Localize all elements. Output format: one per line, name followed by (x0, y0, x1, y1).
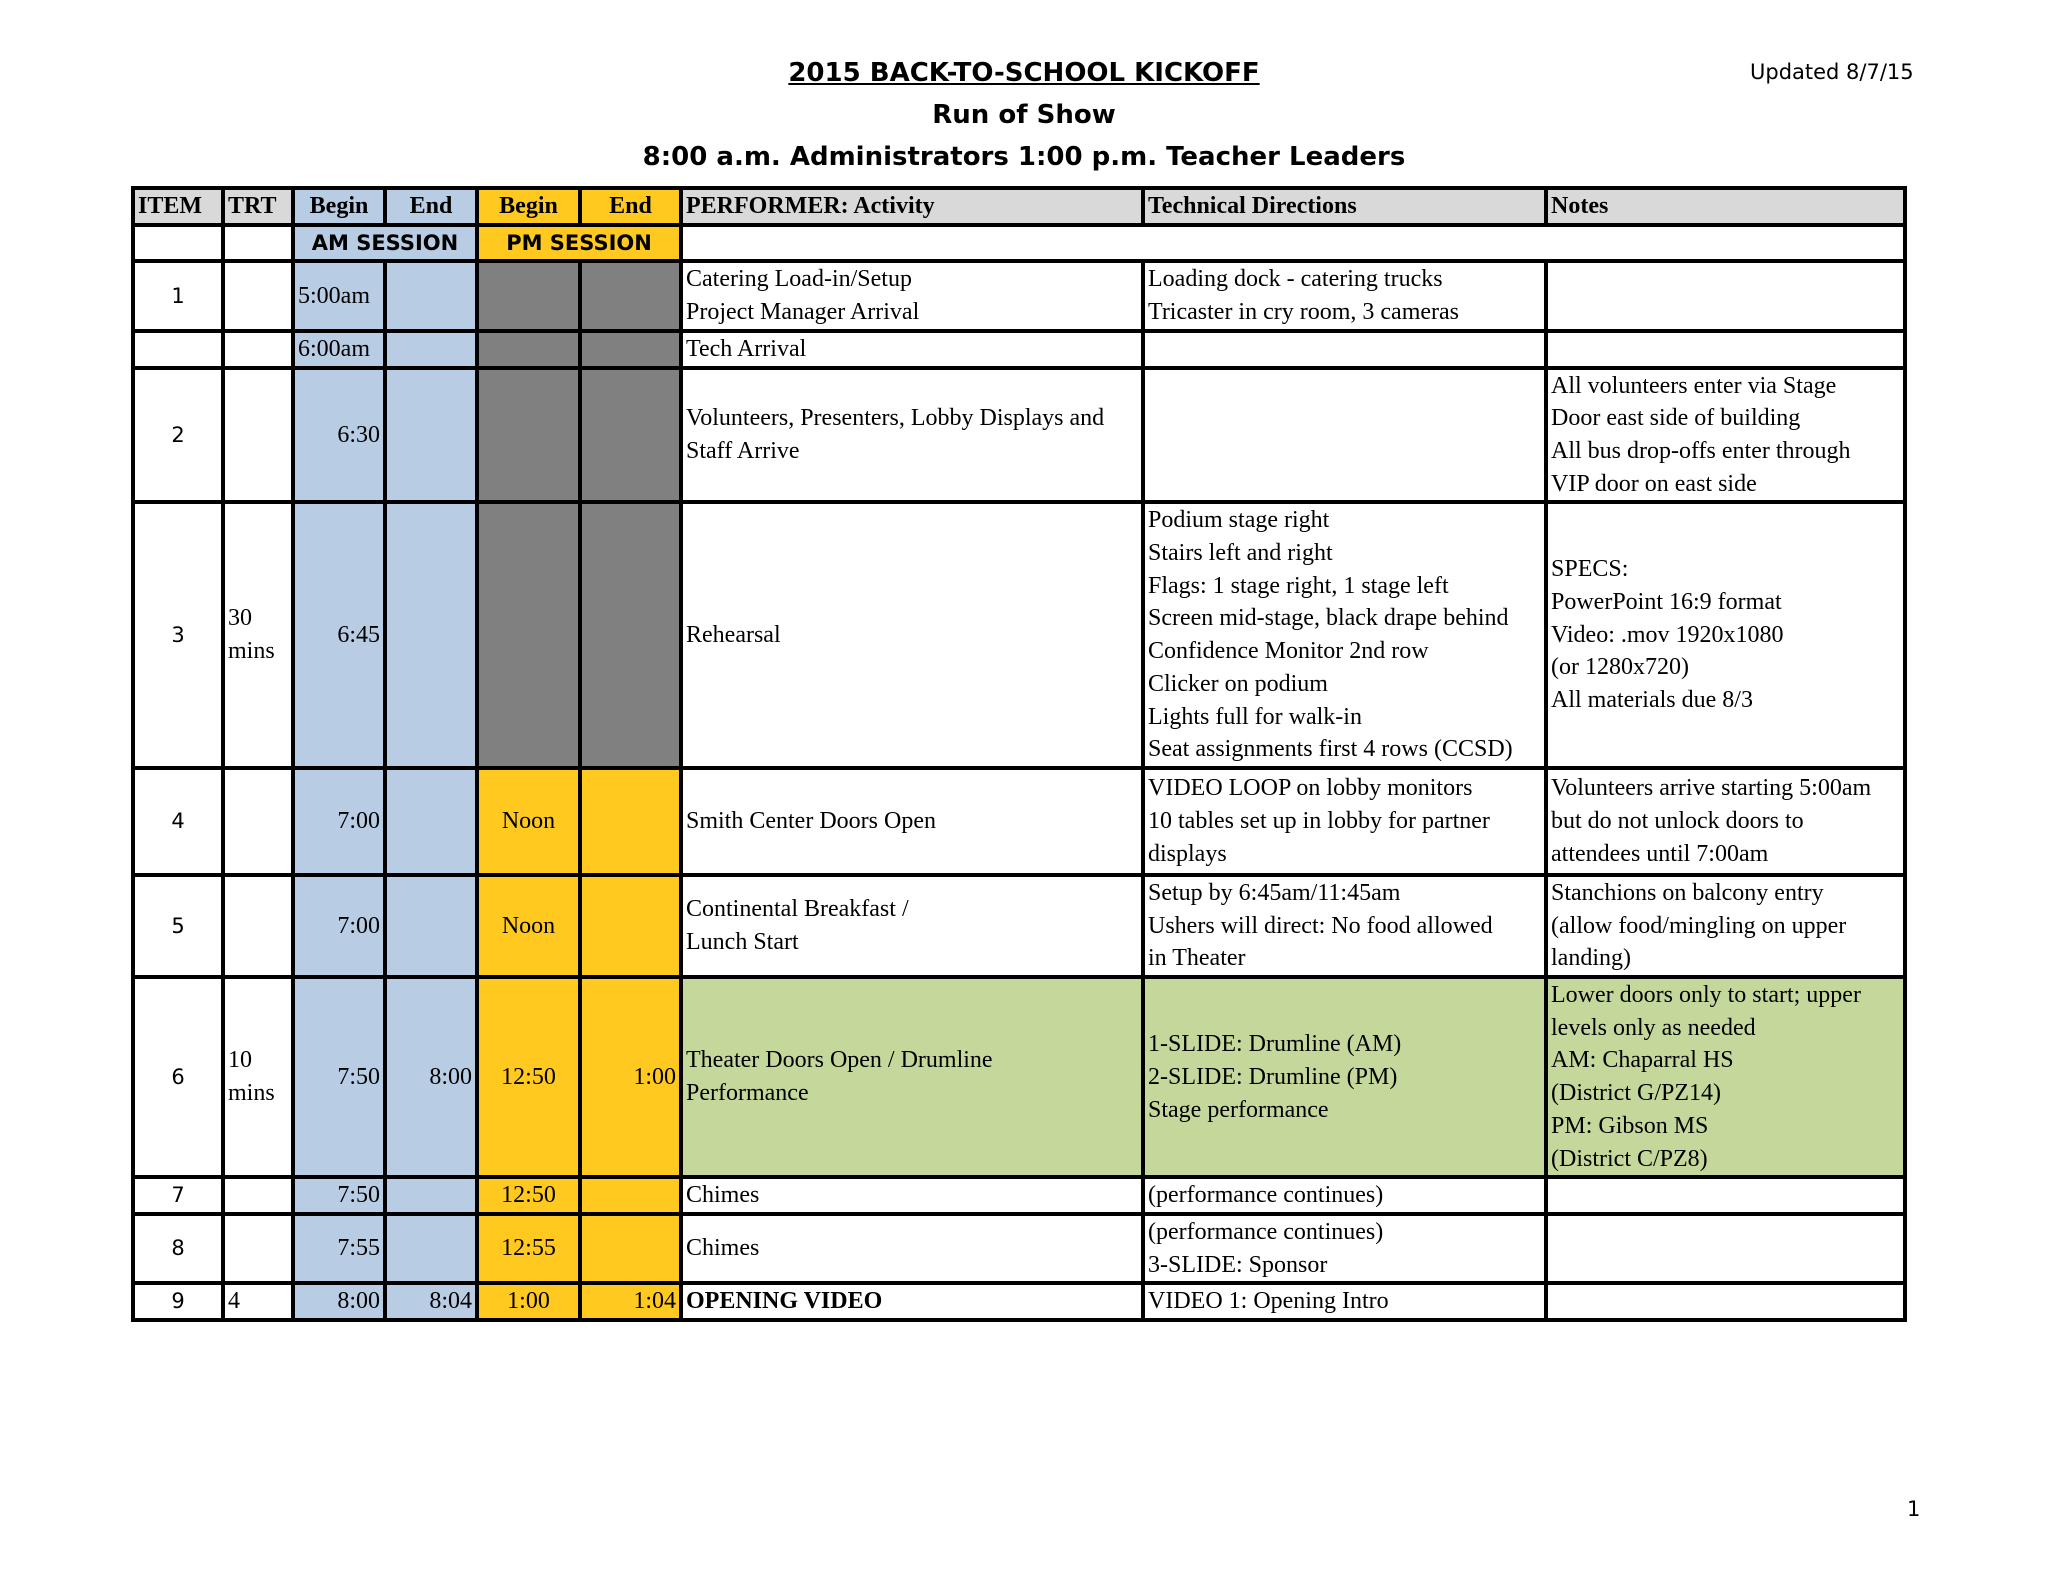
item-number: 8 (133, 1214, 223, 1283)
activity-cell (681, 1283, 1143, 1320)
trt-cell (223, 502, 293, 768)
tech-directions-cell-line: Stairs left and right (1148, 540, 1333, 567)
tech-directions-cell (1143, 1177, 1546, 1214)
tech-directions-cell-line: VIDEO 1: Opening Intro (1148, 1288, 1389, 1315)
header-pm-end: End (580, 188, 681, 225)
activity-cell-line: OPENING VIDEO (686, 1288, 883, 1315)
item-number: 1 (133, 261, 223, 330)
pm-begin-cell: 12:55 (477, 1214, 580, 1283)
trt-cell-line: 10 (228, 1047, 252, 1074)
trt-cell-line: mins (228, 638, 275, 665)
schedule-row (133, 261, 1905, 330)
pm-end-cell (580, 875, 681, 977)
schedule-row (133, 368, 1905, 503)
activity-cell-line: Theater Doors Open / Drumline (686, 1047, 993, 1074)
am-end-cell: 8:00 (385, 977, 477, 1177)
notes-cell-line: Volunteers arrive starting 5:00am (1551, 775, 1872, 802)
notes-cell (1546, 368, 1905, 503)
trt-cell (223, 1214, 293, 1283)
pm-end-cell (580, 261, 681, 330)
notes-cell-line: SPECS: (1551, 556, 1629, 583)
schedule-line: 8:00 a.m. Administrators 1:00 p.m. Teacher Leaders (642, 142, 1406, 172)
activity-cell-line: Project Manager Arrival (686, 299, 920, 326)
am-begin-cell: 7:00 (293, 875, 385, 977)
tech-directions-cell (1143, 261, 1546, 330)
run-of-show-table (131, 186, 1907, 1322)
am-end-cell: 8:04 (385, 1283, 477, 1320)
tech-directions-cell-line: Podium stage right (1148, 507, 1330, 534)
header-item: ITEM (133, 188, 223, 225)
document-subtitle: Run of Show (932, 100, 1116, 130)
am-end-cell (385, 1177, 477, 1214)
tech-directions-cell-line: 2-SLIDE: Drumline (PM) (1148, 1063, 1398, 1090)
am-begin-cell: 6:45 (293, 502, 385, 768)
am-end-cell (385, 875, 477, 977)
am-begin-cell: 7:50 (293, 977, 385, 1177)
trt-cell (223, 368, 293, 503)
tech-directions-cell-line: Screen mid-stage, black drape behind (1148, 605, 1509, 632)
notes-cell (1546, 875, 1905, 977)
tech-directions-cell-line: 3-SLIDE: Sponsor (1148, 1251, 1328, 1278)
pm-begin-cell (477, 502, 580, 768)
notes-cell-line: VIP door on east side (1551, 470, 1757, 497)
am-begin-cell: 8:00 (293, 1283, 385, 1320)
header-am-end: End (385, 188, 477, 225)
am-end-cell (385, 768, 477, 875)
tech-directions-cell (1143, 502, 1546, 768)
schedule-row (133, 331, 1905, 368)
schedule-row (133, 502, 1905, 768)
am-begin-cell: 6:30 (293, 368, 385, 503)
header-trt: TRT (223, 188, 293, 225)
activity-cell-line: Continental Breakfast / (686, 896, 909, 923)
notes-cell-line: but do not unlock doors to (1551, 808, 1804, 835)
header-row (133, 188, 1905, 225)
am-end-cell (385, 502, 477, 768)
tech-directions-cell-line: Confidence Monitor 2nd row (1148, 638, 1429, 665)
schedule-row (133, 1283, 1905, 1320)
item-number: 2 (133, 368, 223, 503)
am-end-cell (385, 261, 477, 330)
pm-begin-cell: 12:50 (477, 1177, 580, 1214)
tech-directions-cell (1143, 875, 1546, 977)
am-end-cell (385, 368, 477, 503)
tech-directions-cell-line: VIDEO LOOP on lobby monitors (1148, 775, 1473, 802)
pm-end-cell (580, 1214, 681, 1283)
notes-cell (1546, 768, 1905, 875)
activity-cell (681, 1177, 1143, 1214)
updated-date: Updated 8/7/15 (1750, 60, 1914, 84)
am-begin-cell: 6:00am (293, 331, 385, 368)
trt-cell (223, 768, 293, 875)
activity-cell (681, 1214, 1143, 1283)
trt-cell (223, 261, 293, 330)
schedule-row (133, 768, 1905, 875)
tech-directions-cell-line: Flags: 1 stage right, 1 stage left (1148, 572, 1449, 599)
notes-cell-line: AM: Chaparral HS (1551, 1047, 1734, 1074)
pm-end-cell: 1:00 (580, 977, 681, 1177)
notes-cell-line: All materials due 8/3 (1551, 687, 1753, 714)
tech-directions-cell (1143, 977, 1546, 1177)
trt-cell-line: mins (228, 1080, 275, 1107)
item-number: 6 (133, 977, 223, 1177)
tech-directions-cell (1143, 768, 1546, 875)
tech-directions-cell-line: in Theater (1148, 945, 1246, 972)
am-end-cell (385, 331, 477, 368)
tech-directions-cell-line: Stage performance (1148, 1096, 1329, 1123)
document-title: 2015 BACK-TO-SCHOOL KICKOFF (788, 58, 1260, 88)
tech-directions-cell-line: Seat assignments first 4 rows (CCSD) (1148, 736, 1513, 763)
notes-cell (1546, 261, 1905, 330)
tech-directions-cell (1143, 368, 1546, 503)
pm-end-cell (580, 768, 681, 875)
tech-directions-cell-line: Tricaster in cry room, 3 cameras (1148, 299, 1460, 326)
tech-directions-cell-line: Lights full for walk-in (1148, 703, 1362, 730)
trt-cell: 4 (223, 1283, 293, 1320)
activity-cell-line: Staff Arrive (686, 437, 800, 464)
activity-cell (681, 368, 1143, 503)
activity-cell (681, 502, 1143, 768)
notes-cell-line: Video: .mov 1920x1080 (1551, 621, 1784, 648)
notes-cell-line: levels only as needed (1551, 1014, 1756, 1041)
am-begin-cell: 7:00 (293, 768, 385, 875)
notes-cell-line: attendees until 7:00am (1551, 840, 1769, 867)
notes-cell (1546, 331, 1905, 368)
pm-begin-cell (477, 368, 580, 503)
tech-directions-cell-line: Loading dock - catering trucks (1148, 266, 1443, 293)
notes-cell-line: (or 1280x720) (1551, 654, 1689, 681)
session-row (133, 225, 1905, 262)
am-begin-cell: 5:00am (293, 261, 385, 330)
notes-cell (1546, 1177, 1905, 1214)
am-begin-cell: 7:55 (293, 1214, 385, 1283)
activity-cell-line: Chimes (686, 1182, 760, 1209)
schedule-row (133, 875, 1905, 977)
notes-cell (1546, 1214, 1905, 1283)
activity-cell (681, 331, 1143, 368)
header-activity: PERFORMER: Activity (681, 188, 1143, 225)
pm-begin-cell (477, 261, 580, 330)
item-number: 4 (133, 768, 223, 875)
tech-directions-cell-line: (performance continues) (1148, 1182, 1384, 1209)
header-pm-begin: Begin (477, 188, 580, 225)
notes-cell-line: PM: Gibson MS (1551, 1112, 1709, 1139)
notes-cell-line: All volunteers enter via Stage (1551, 372, 1837, 399)
tech-directions-cell (1143, 1283, 1546, 1320)
notes-cell-line: Lower doors only to start; upper (1551, 982, 1861, 1009)
header-tech: Technical Directions (1143, 188, 1546, 225)
schedule-row (133, 1214, 1905, 1283)
tech-directions-cell-line: displays (1148, 840, 1227, 867)
schedule-row (133, 1177, 1905, 1214)
item-number: 7 (133, 1177, 223, 1214)
activity-cell-line: Tech Arrival (686, 335, 807, 362)
trt-cell (223, 1177, 293, 1214)
notes-cell-line: Stanchions on balcony entry (1551, 879, 1824, 906)
pm-begin-cell: 1:00 (477, 1283, 580, 1320)
notes-cell (1546, 502, 1905, 768)
activity-cell-line: Chimes (686, 1235, 760, 1262)
activity-cell (681, 768, 1143, 875)
pm-end-cell: 1:04 (580, 1283, 681, 1320)
item-number (133, 331, 223, 368)
pm-begin-cell (477, 331, 580, 368)
pm-begin-cell: 12:50 (477, 977, 580, 1177)
pm-begin-cell: Noon (477, 875, 580, 977)
notes-cell (1546, 1283, 1905, 1320)
activity-cell (681, 875, 1143, 977)
activity-cell-line: Smith Center Doors Open (686, 808, 936, 835)
pm-end-cell (580, 502, 681, 768)
pm-session-label: PM SESSION (477, 225, 681, 262)
am-end-cell (385, 1214, 477, 1283)
tech-directions-cell-line: 10 tables set up in lobby for partner (1148, 808, 1490, 835)
activity-cell-line: Performance (686, 1080, 809, 1107)
activity-cell-line: Rehearsal (686, 621, 781, 648)
trt-cell (223, 331, 293, 368)
trt-cell (223, 875, 293, 977)
header-am-begin: Begin (293, 188, 385, 225)
tech-directions-cell (1143, 1214, 1546, 1283)
tech-directions-cell-line: Setup by 6:45am/11:45am (1148, 879, 1401, 906)
activity-cell-line: Catering Load-in/Setup (686, 266, 912, 293)
schedule-row (133, 977, 1905, 1177)
trt-cell (223, 977, 293, 1177)
pm-begin-cell: Noon (477, 768, 580, 875)
notes-cell-line: landing) (1551, 945, 1631, 972)
item-number: 9 (133, 1283, 223, 1320)
notes-cell-line: PowerPoint 16:9 format (1551, 589, 1782, 616)
header-notes: Notes (1546, 188, 1905, 225)
notes-cell-line: (allow food/mingling on upper (1551, 912, 1847, 939)
notes-cell-line: (District C/PZ8) (1551, 1145, 1708, 1172)
page-number: 1 (1907, 1497, 1921, 1521)
activity-cell (681, 261, 1143, 330)
tech-directions-cell-line: 1-SLIDE: Drumline (AM) (1148, 1031, 1402, 1058)
trt-cell-line: 30 (228, 605, 252, 632)
item-number: 5 (133, 875, 223, 977)
notes-cell-line: All bus drop-offs enter through (1551, 437, 1851, 464)
notes-cell-line: Door east side of building (1551, 405, 1801, 432)
tech-directions-cell (1143, 331, 1546, 368)
pm-end-cell (580, 331, 681, 368)
pm-end-cell (580, 368, 681, 503)
tech-directions-cell-line: Ushers will direct: No food allowed (1148, 912, 1493, 939)
activity-cell-line: Volunteers, Presenters, Lobby Displays and (686, 405, 1105, 432)
item-number: 3 (133, 502, 223, 768)
tech-directions-cell-line: Clicker on podium (1148, 670, 1328, 697)
activity-cell-line: Lunch Start (686, 929, 799, 955)
am-session-label: AM SESSION (293, 225, 477, 262)
activity-cell (681, 977, 1143, 1177)
notes-cell (1546, 977, 1905, 1177)
am-begin-cell: 7:50 (293, 1177, 385, 1214)
pm-end-cell (580, 1177, 681, 1214)
tech-directions-cell-line: (performance continues) (1148, 1218, 1384, 1245)
notes-cell-line: (District G/PZ14) (1551, 1080, 1721, 1107)
